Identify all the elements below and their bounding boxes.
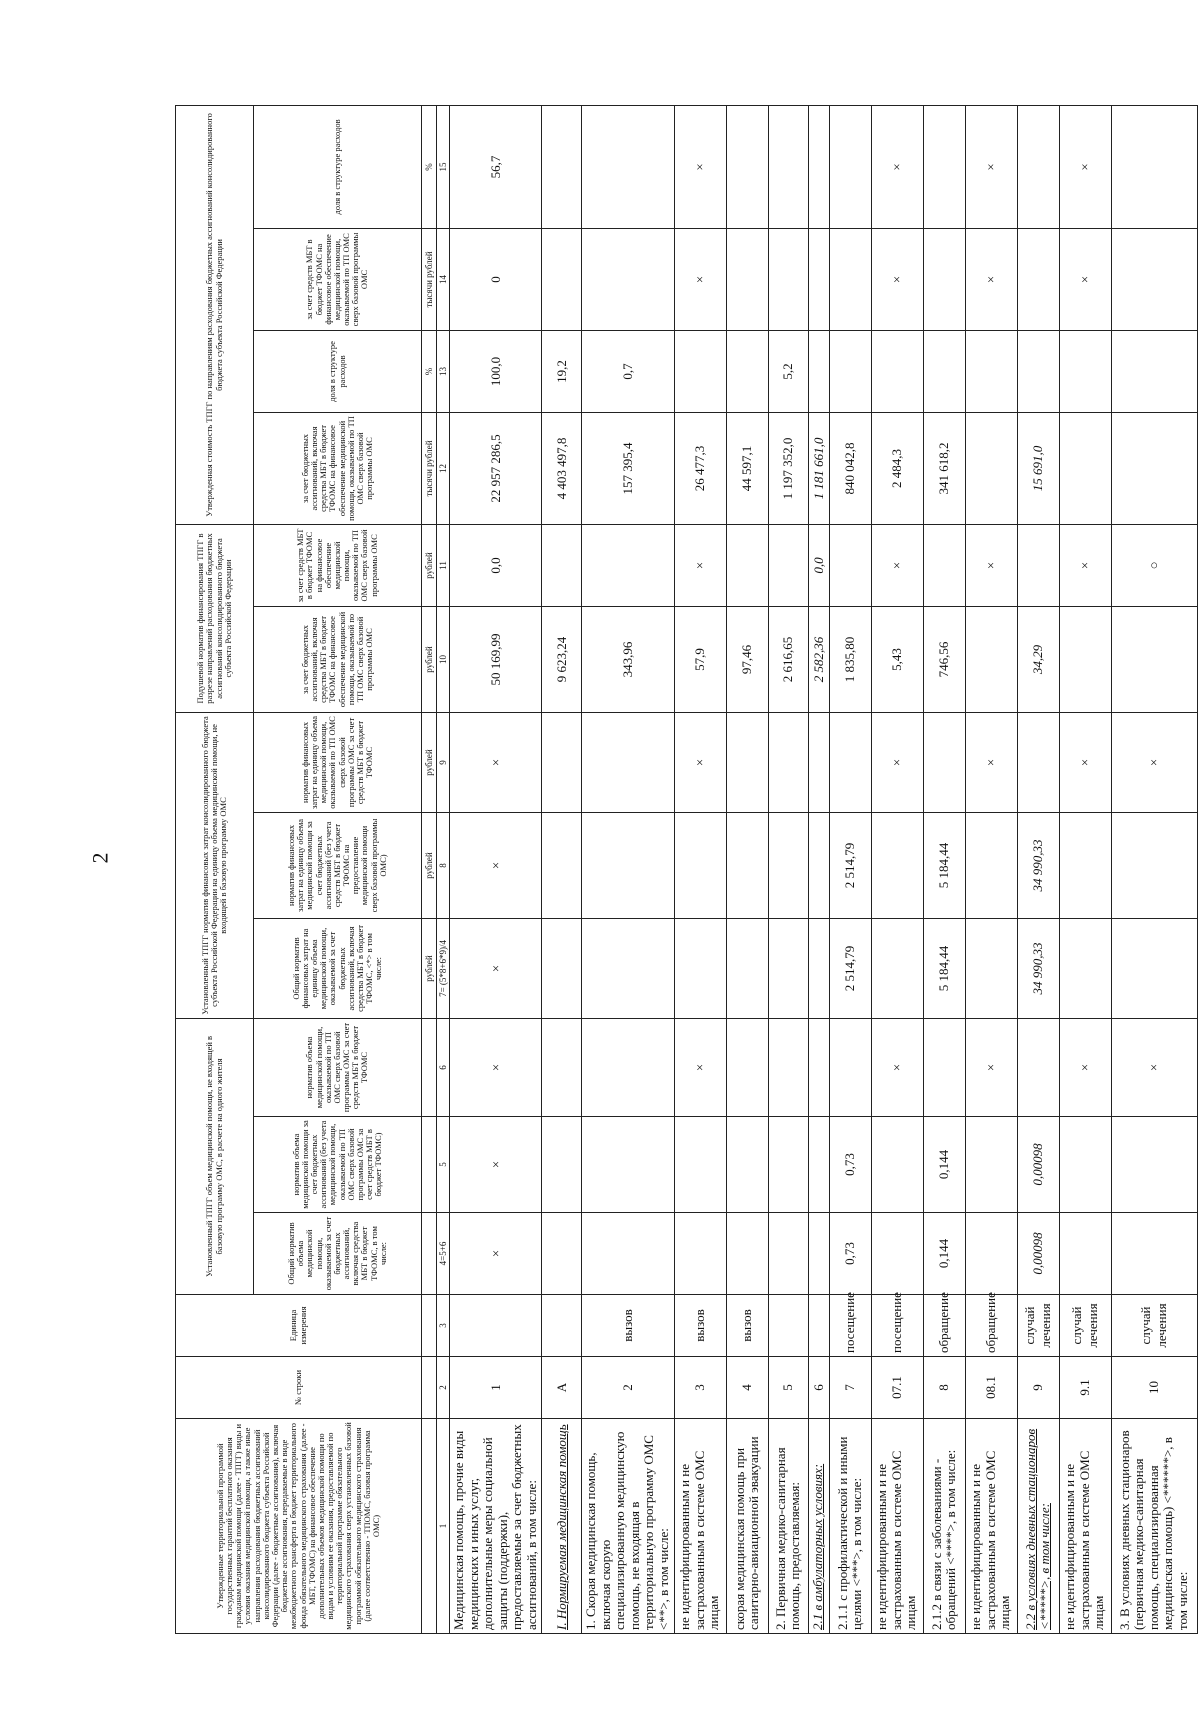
table-cell <box>674 1117 726 1213</box>
table-cell: × <box>1059 105 1111 228</box>
table-cell: 19,2 <box>542 330 582 412</box>
table-cell <box>768 1295 808 1357</box>
table-cell: вызов <box>726 1295 768 1357</box>
table-cell <box>768 105 808 228</box>
table-cell: 1 197 352,0 <box>768 412 808 524</box>
table-cell <box>542 105 582 228</box>
table-cell: × <box>1059 228 1111 330</box>
header-col5: норматив объема медицинской помощи за счет бюджетных ассигнований (без учета медицинской помощи, оказываемой по ТП ОМС сверх базовой программы ОМС за счет средств МБТ в бюджет ТФОМС) <box>254 1117 422 1213</box>
table-cell <box>726 1018 768 1116</box>
table-cell: 0,00098 <box>1017 1213 1059 1295</box>
table-cell: 44 597,1 <box>726 412 768 524</box>
table-cell: посещение <box>829 1295 871 1357</box>
table-cell <box>582 1117 674 1213</box>
table-cell <box>965 812 1017 918</box>
header-col6: норматив объема медицинской помощи, оказываемой по ТП ОМС сверх базовой программы ОМС за счет средств МБТ в бюджет ТФОМС <box>254 1018 422 1116</box>
header-col1: Утвержденные территориальной программой государственных гарантий бесплатного оказания гражданам медицинской помощи (далее - ТПГГ) виды и условия оказания медицинской помощи, а также иные направления расходования бюджетных ассигнований консолидированного бюджета субъекта Российской Федерации (далее - бюджетные ассигнования), включая бюджетные ассигнования, передаваемые в виде межбюджетного трансферта в бюджет территориального фонда обязательного медицинского страхования (далее - МБТ, ТФОМС) на финансовое обеспечение дополнительных объемов медицинской помощи по видам и условиям ее оказания, предоставляемой по территориальной программе обязательного медицинского страхования сверх установленных базовой программой обязательного медицинского страхования (далее соответственно - ТПОМС, базовая программа ОМС) <box>176 1419 422 1634</box>
page-number: 2 <box>87 852 113 864</box>
header-unit: Единица измерения <box>176 1295 422 1357</box>
table-cell: 15 691,0 <box>1017 412 1059 524</box>
table-cell <box>808 105 829 228</box>
header-col10: за счет бюджетных ассигнований, включая средства МБТ в бюджет ТФОМС на финансовое обеспечение медицинской помощи, оказываемой по ТП ОМС сверх базовой программы ОМС <box>254 606 422 712</box>
table-cell: 0,144 <box>923 1117 965 1213</box>
table-cell <box>1059 812 1111 918</box>
table-cell: 0,0 <box>450 524 542 606</box>
column-number: 4=5+6 <box>437 1213 450 1295</box>
table-row <box>1059 105 1111 1633</box>
column-number: 15 <box>437 105 450 228</box>
table-cell: 26 477,3 <box>674 412 726 524</box>
table-cell <box>965 330 1017 412</box>
table-cell <box>582 105 674 228</box>
table-cell <box>808 330 829 412</box>
row-label: 2. Первичная медико-санитарная помощь, предоставляемая: <box>768 1419 808 1634</box>
table-row <box>450 105 542 1633</box>
unit-col9: рублей <box>422 712 437 812</box>
table-cell <box>1059 412 1111 524</box>
table-cell <box>726 330 768 412</box>
table-cell: × <box>674 1018 726 1116</box>
table-cell: 5,43 <box>871 606 923 712</box>
column-number: 2 <box>437 1357 450 1419</box>
row-label: 2.1 в амбулаторных условиях: <box>808 1419 829 1634</box>
table-cell: × <box>674 712 726 812</box>
unit-col15: % <box>422 105 437 228</box>
table-cell: 0,73 <box>829 1117 871 1213</box>
table-cell <box>829 1018 871 1116</box>
table-cell <box>768 1213 808 1295</box>
table-cell <box>542 1295 582 1357</box>
table-cell: × <box>1059 712 1111 812</box>
column-number: 14 <box>437 228 450 330</box>
table-cell <box>829 105 871 228</box>
row-label: 2.1.2 в связи с заболеваниями - обращений <****>, в том числе: <box>923 1419 965 1634</box>
table-cell <box>768 524 808 606</box>
table-cell: × <box>674 105 726 228</box>
table-cell: 6 <box>808 1357 829 1419</box>
table-cell <box>726 1117 768 1213</box>
table-cell <box>808 712 829 812</box>
header-col8: норматив финансовых затрат на единицу объема медицинской помощи за счет бюджетных ассигнований (без учета средств МБТ в бюджет ТФОМС на предоставление медицинской помощи сверх базовой программы ОМС) <box>254 812 422 918</box>
table-cell <box>1059 918 1111 1018</box>
table-cell <box>542 812 582 918</box>
table-cell: × <box>965 105 1017 228</box>
table-cell: × <box>674 524 726 606</box>
table-cell: 2 582,36 <box>808 606 829 712</box>
table-cell: × <box>450 1117 542 1213</box>
table-cell: 1 181 661,0 <box>808 412 829 524</box>
table-cell: 0,73 <box>829 1213 871 1295</box>
table-cell <box>871 1117 923 1213</box>
column-number: 3 <box>437 1295 450 1357</box>
table-row <box>768 105 808 1633</box>
table-cell <box>1059 606 1111 712</box>
table-cell: 5 184,44 <box>923 918 965 1018</box>
table-cell <box>1111 918 1197 1018</box>
table-cell: 56,7 <box>450 105 542 228</box>
table-row <box>871 105 923 1633</box>
table-cell: 2 <box>582 1357 674 1419</box>
table-cell <box>582 228 674 330</box>
table-cell: 9 623,24 <box>542 606 582 712</box>
table-cell <box>726 812 768 918</box>
table-cell <box>1111 1117 1197 1213</box>
column-number: 5 <box>437 1117 450 1213</box>
column-number: 11 <box>437 524 450 606</box>
header-col15: доля в структуре расходов <box>254 105 422 228</box>
table-cell <box>829 712 871 812</box>
table-cell: 4 403 497,8 <box>542 412 582 524</box>
table-cell <box>726 524 768 606</box>
row-label: не идентифицированным и не застрахованным в системе ОМС лицам <box>871 1419 923 1634</box>
column-number: 8 <box>437 812 450 918</box>
table-cell <box>726 712 768 812</box>
table-cell: × <box>450 918 542 1018</box>
table-cell <box>726 228 768 330</box>
table-cell: × <box>1111 1018 1197 1116</box>
table-cell: 341 618,2 <box>923 412 965 524</box>
header-row-number: № строки <box>176 1357 422 1419</box>
table-cell <box>1111 105 1197 228</box>
header-group-per-capita: Подушевой норматив финансирования ТПГГ в разрезе направлений расходования бюджетных ассигнований консолидированного бюджета субъекта Российской Федерации <box>176 524 254 712</box>
table-cell <box>726 105 768 228</box>
table-cell: 1 835,80 <box>829 606 871 712</box>
table-cell <box>542 228 582 330</box>
table-cell: 08.1 <box>965 1357 1017 1419</box>
table-cell: А <box>542 1357 582 1419</box>
table-cell <box>808 812 829 918</box>
table-cell: случай лечения <box>1111 1295 1197 1357</box>
table-cell: 100,0 <box>450 330 542 412</box>
table-cell <box>808 918 829 1018</box>
table-cell <box>1059 330 1111 412</box>
table-cell <box>808 1295 829 1357</box>
table-cell <box>808 1018 829 1116</box>
table-cell <box>829 330 871 412</box>
table-cell <box>965 1117 1017 1213</box>
table-cell: 50 169,99 <box>450 606 542 712</box>
table-cell: × <box>965 228 1017 330</box>
table-cell: 0,0 <box>808 524 829 606</box>
table-cell: 2 514,79 <box>829 918 871 1018</box>
table-cell: × <box>1059 1018 1111 1116</box>
table-cell <box>1017 330 1059 412</box>
table-cell: × <box>871 712 923 812</box>
table-cell <box>768 1117 808 1213</box>
table-cell: 343,96 <box>582 606 674 712</box>
row-label: I. Нормируемая медицинская помощь <box>542 1419 582 1634</box>
column-number: 12 <box>437 412 450 524</box>
table-cell: 22 957 286,5 <box>450 412 542 524</box>
table-cell: × <box>450 712 542 812</box>
table-cell <box>726 1213 768 1295</box>
table-cell <box>768 1018 808 1116</box>
table-cell: 97,46 <box>726 606 768 712</box>
table-cell <box>768 812 808 918</box>
unit-col13: % <box>422 330 437 412</box>
table-cell <box>1111 412 1197 524</box>
table-cell <box>871 330 923 412</box>
header-col9: норматив финансовых затрат на единицу объема медицинской помощи, оказываемой по ТП ОМС сверх базовой программы ОМС за счет средств МБТ в бюджет ТФОМС <box>254 712 422 812</box>
table-cell: 840 042,8 <box>829 412 871 524</box>
unit-col14: тысячи рублей <box>422 228 437 330</box>
table-cell: × <box>1111 712 1197 812</box>
table-cell: 2 616,65 <box>768 606 808 712</box>
header-group-cost: Установленный ТПГГ норматив финансовых затрат консолидированного бюджета субъекта Российской Федерации на единицу объема медицинской помощи, не входящей в базовую программу ОМС <box>176 712 254 1018</box>
column-number: 13 <box>437 330 450 412</box>
table-cell: 3 <box>674 1357 726 1419</box>
table-cell <box>871 918 923 1018</box>
table-row <box>1111 105 1197 1633</box>
table-cell: × <box>965 712 1017 812</box>
budget-table <box>175 105 1198 1634</box>
table-cell: × <box>871 524 923 606</box>
table-cell <box>582 812 674 918</box>
table-cell <box>768 228 808 330</box>
unit-col11: рублей <box>422 524 437 606</box>
table-cell <box>542 712 582 812</box>
header-group-volume: Установленный ТПГГ объем медицинской помощи, не входящей в базовую программу ОМС, в расчете на одного жителя <box>176 1018 254 1294</box>
table-cell: 57,9 <box>674 606 726 712</box>
table-cell <box>1017 712 1059 812</box>
table-cell: 5,2 <box>768 330 808 412</box>
row-label: скорая медицинская помощь при санитарно-авиационной эвакуации <box>726 1419 768 1634</box>
table-cell: × <box>1059 524 1111 606</box>
table-cell <box>674 330 726 412</box>
table-cell <box>923 712 965 812</box>
table-cell <box>829 524 871 606</box>
table-cell: 9.1 <box>1059 1357 1111 1419</box>
table-cell <box>923 330 965 412</box>
unit-col8: рублей <box>422 812 437 918</box>
table-cell: 7 <box>829 1357 871 1419</box>
table-cell: 10 <box>1111 1357 1197 1419</box>
header-col4: Общий норматив объема медицинской помощи, оказываемой за счет бюджетных ассигнований, включая средства МБТ в бюджет ТФОМС, в том числе: <box>254 1213 422 1295</box>
table-cell: 34 990,33 <box>1017 812 1059 918</box>
table-cell: 1 <box>450 1357 542 1419</box>
column-number: 9 <box>437 712 450 812</box>
table-cell <box>726 918 768 1018</box>
row-label: не идентифицированным и не застрахованным в системе ОМС лицам <box>1059 1419 1111 1634</box>
table-cell: 9 <box>1017 1357 1059 1419</box>
table-cell <box>808 1117 829 1213</box>
table-cell: обращение <box>923 1295 965 1357</box>
table-cell <box>674 812 726 918</box>
table-row <box>829 105 871 1633</box>
table-cell <box>965 606 1017 712</box>
table-cell: 5 <box>768 1357 808 1419</box>
table-cell <box>1059 1117 1111 1213</box>
table-cell: случай лечения <box>1017 1295 1059 1357</box>
column-number: 1 <box>437 1419 450 1634</box>
row-label: 3. В условиях дневных стационаров (первичная медико-санитарная помощь, специализированная медицинская помощь) <******>, в том числе: <box>1111 1419 1197 1634</box>
table-cell <box>1111 812 1197 918</box>
row-label: не идентифицированным и не застрахованным в системе ОМС лицам <box>965 1419 1017 1634</box>
table-cell: × <box>871 228 923 330</box>
table-cell <box>674 1213 726 1295</box>
table-row <box>808 105 829 1633</box>
header-col14: за счет средств МБТ в бюджет ТФОМС на финансовое обеспечение медицинской помощи, оказываемой по ТП ОМС сверх базовой программы ОМС <box>254 228 422 330</box>
table-cell <box>450 1295 542 1357</box>
table-cell <box>1059 1213 1111 1295</box>
table-cell: 4 <box>726 1357 768 1419</box>
table-cell: 07.1 <box>871 1357 923 1419</box>
table-cell <box>768 918 808 1018</box>
table-cell: × <box>965 524 1017 606</box>
table-cell: × <box>674 228 726 330</box>
header-group-total: Утвержденная стоимость ТПГГ по направлениям расходования бюджетных ассигнований консолидированного бюджета субъекта Российской Федерации <box>176 105 254 524</box>
table-cell <box>582 524 674 606</box>
table-cell: 157 395,4 <box>582 412 674 524</box>
table-cell <box>871 812 923 918</box>
table-cell: 2 484,3 <box>871 412 923 524</box>
table-cell: 746,56 <box>923 606 965 712</box>
table-cell: 5 184,44 <box>923 812 965 918</box>
table-cell: 8 <box>923 1357 965 1419</box>
table-cell: 2 514,79 <box>829 812 871 918</box>
row-label: не идентифицированным и не застрахованным в системе ОМС лицам <box>674 1419 726 1634</box>
column-number: 10 <box>437 606 450 712</box>
table-cell <box>582 712 674 812</box>
table-cell <box>582 1018 674 1116</box>
table-cell <box>1017 105 1059 228</box>
table-cell <box>1017 524 1059 606</box>
table-cell <box>808 1213 829 1295</box>
table-row <box>1017 105 1059 1633</box>
table-cell: × <box>450 1213 542 1295</box>
table-cell <box>871 1213 923 1295</box>
table-cell <box>965 918 1017 1018</box>
table-cell <box>1111 330 1197 412</box>
header-col12: за счет бюджетных ассигнований, включая средства МБТ в бюджет ТФОМС на финансовое обеспечение медицинской помощи, оказываемой по ТП ОМС сверх базовой программы ОМС <box>254 412 422 524</box>
table-cell: обращение <box>965 1295 1017 1357</box>
table-cell: посещение <box>871 1295 923 1357</box>
table-cell <box>542 1117 582 1213</box>
table-cell <box>542 524 582 606</box>
table-cell <box>1111 228 1197 330</box>
table-cell <box>1017 1018 1059 1116</box>
table-cell: × <box>965 1018 1017 1116</box>
table-cell: × <box>450 1018 542 1116</box>
row-label: 1. Скорая медицинская помощь, включая скорую специализированную медицинскую помощь, не входящая в территориальную программу ОМС <**>, в том числе: <box>582 1419 674 1634</box>
table-cell: 0,144 <box>923 1213 965 1295</box>
table-cell <box>542 1213 582 1295</box>
table-cell: 34 990,33 <box>1017 918 1059 1018</box>
table-row <box>582 105 674 1633</box>
table-cell: ○ <box>1111 524 1197 606</box>
table-row <box>965 105 1017 1633</box>
row-label: 2.1.1 с профилактической и иными целями <***>, в том числе: <box>829 1419 871 1634</box>
row-label: Медицинская помощь, прочие виды медицинских и иных услуг, дополнительные меры социальной защиты (поддержки), предоставляемые за счет бюджетных ассигнований, в том числе: <box>450 1419 542 1634</box>
header-col13: доля в структуре расходов <box>254 330 422 412</box>
table-cell <box>923 105 965 228</box>
table-cell: × <box>871 1018 923 1116</box>
table-body <box>450 105 1198 1633</box>
unit-col7: рублей <box>422 918 437 1018</box>
column-number: 6 <box>437 1018 450 1116</box>
table-row <box>923 105 965 1633</box>
table-row <box>674 105 726 1633</box>
table-cell <box>542 1018 582 1116</box>
table-cell <box>1017 228 1059 330</box>
table-cell <box>1111 1213 1197 1295</box>
table-row <box>726 105 768 1633</box>
table-cell <box>542 918 582 1018</box>
table-cell: 0,7 <box>582 330 674 412</box>
table-cell: вызов <box>582 1295 674 1357</box>
table-cell: случай лечения <box>1059 1295 1111 1357</box>
header-col11: за счет средств МБТ в бюджет ТФОМС на финансовое обеспечение медицинской помощи, оказываемой по ТП ОМС сверх базовой программы ОМС <box>254 524 422 606</box>
header-col7: Общий норматив финансовых затрат на единицу объема медицинской помощи, оказываемой за счет бюджетных ассигнований, включая средства МБТ в бюджет ТФОМС, <*> в том числе: <box>254 918 422 1018</box>
table-cell <box>674 918 726 1018</box>
table-cell <box>923 1018 965 1116</box>
table-cell <box>1111 606 1197 712</box>
column-number-row <box>437 105 450 1633</box>
table-cell <box>923 524 965 606</box>
table-cell: 34,29 <box>1017 606 1059 712</box>
table-row <box>542 105 582 1633</box>
table-cell: × <box>871 105 923 228</box>
column-number: 7= (5*8+6*9)/4 <box>437 918 450 1018</box>
row-label: 2.2 в условиях дневных стационаров <*****>, в том числе: <box>1017 1419 1059 1634</box>
rotated-table-container <box>175 106 1190 1634</box>
table-cell: 0 <box>450 228 542 330</box>
table-cell <box>965 412 1017 524</box>
table-cell <box>768 712 808 812</box>
table-cell: × <box>450 812 542 918</box>
table-cell: вызов <box>674 1295 726 1357</box>
table-cell <box>829 228 871 330</box>
table-cell <box>808 228 829 330</box>
table-cell <box>965 1213 1017 1295</box>
table-cell <box>923 228 965 330</box>
table-cell <box>582 1213 674 1295</box>
table-cell: 0,00098 <box>1017 1117 1059 1213</box>
unit-col12: тысячи рублей <box>422 412 437 524</box>
table-cell <box>582 918 674 1018</box>
unit-col10: рублей <box>422 606 437 712</box>
